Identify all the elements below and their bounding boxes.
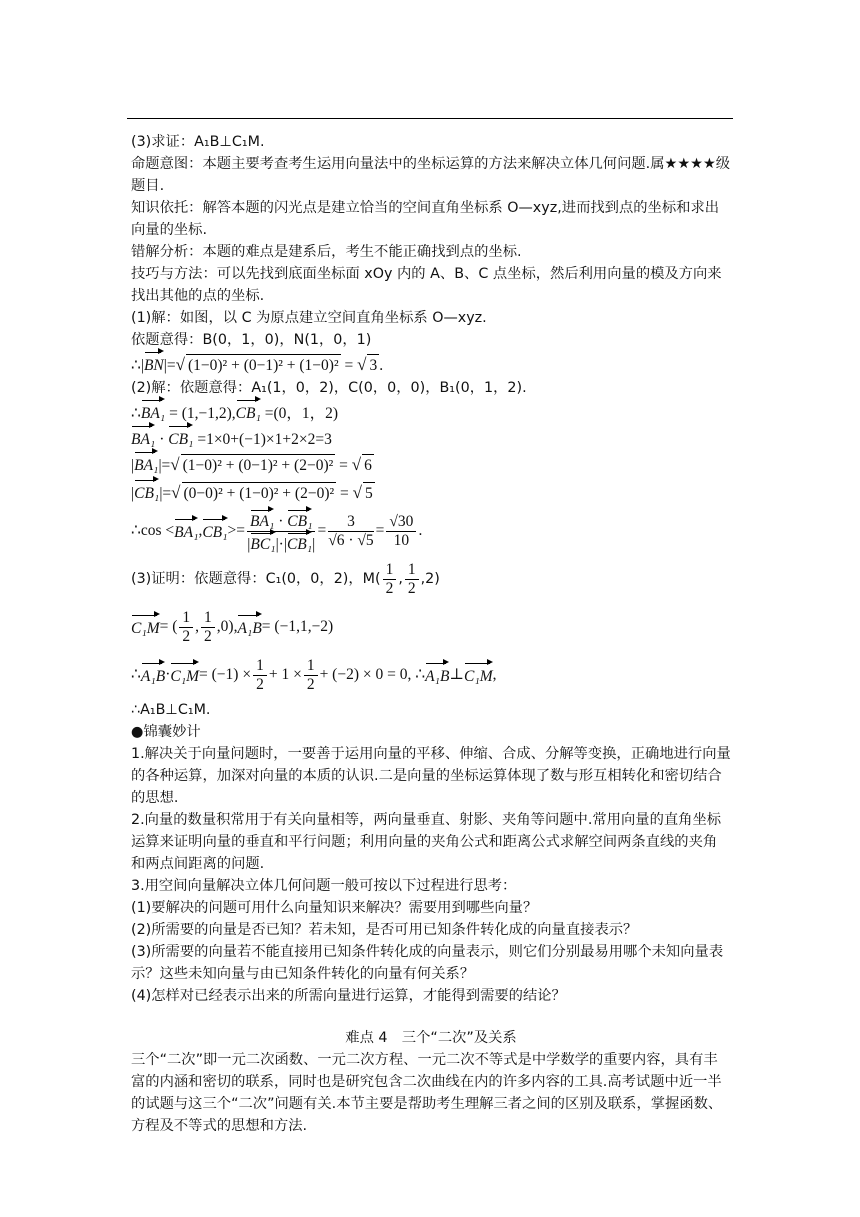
formula-c1m-a1b: C₁M = ( $\frac{1}{2}$ , $\frac{1}{2}$ ,0), A₁B = (−1,1,−2) [131,608,334,645]
vector-bn: BN [144,351,164,377]
chapter-title: 难点 4 三个“二次”及关系 [345,1030,517,1046]
text-paragraph: 命题意图：本题主要考查考生运用向量法中的坐标运算的方法来解决立体几何问题.属★★★★级题目. [131,156,731,194]
text-line: 依题意得：B(0，1，0)，N(1，0，1) [131,332,372,348]
fraction: $\frac{1}{2}$ [179,609,193,646]
text-line: (3)求证：A₁B⊥C₁M. [131,134,265,150]
fraction: $\frac{\text{BA₁ · CB₁}}{\text{|BC₁|·|CB₁|}}$ [247,509,315,554]
header-rule [127,118,733,119]
text-line: 错解分析：本题的难点是建系后，考生不能正确找到点的坐标. [131,244,522,260]
text-paragraph: 1.解决关于向量问题时，一要善于运用向量的平移、伸缩、合成、分解等变换，正确地进行向量的各种运算，加深对向量的本质的认识.二是向量的坐标运算体现了数与形互相转化和密切结合的思想. [131,746,731,806]
document-body [131,131,731,1137]
section-heading: ●锦囊妙计 [131,724,201,740]
fraction: $\frac{1}{2}$ [253,657,267,694]
formula-dot-product: BA₁ · CB₁ =1×0+(−1)×1+2×2=3 [131,425,731,451]
text-paragraph: 2.向量的数量积常用于有关向量相等，两向量垂直、射影、夹角等问题中.常用向量的直角坐标运算来证明向量的垂直和平行问题；利用向量的夹角公式和距离公式求解空间两条直线的夹角和两点间距离的问题. [131,812,722,872]
formula-cosine: ∴cos < BA₁ , CB₁ >= $\frac{\text{BA₁ · CB₁}}{\text{|BC₁|·|CB₁|}}$ = $\frac{3}{√6 \cdot √5}$ = $\frac{√30}{10}$ . [131,507,731,555]
text-line: (1)解：如图，以 C 为原点建立空间直角坐标系 O—xyz. [131,310,487,326]
text-paragraph: 技巧与方法：可以先找到底面坐标面 xOy 内的 A、B、C 点坐标，然后利用向量的模及方向来找出其他的点的坐标. [131,266,722,304]
formula-vectors: ∴BA₁ = (1,−1,2),CB₁ =(0，1，2) [131,399,731,425]
sqrt-sign: √ [175,355,185,374]
text-line: ∴A₁B⊥C₁M. [131,702,211,718]
fraction: $\frac{√30}{10}$ [386,513,416,550]
fraction: $\frac{1}{2}$ [201,609,215,646]
text-line: (4)怎样对已经表示出来的所需向量进行运算，才能得到需要的结论？ [131,988,566,1004]
formula-bn-length: ∴|BN|=√ (1−0)² + (0−1)² + (1−0)² = √ 3 . [131,351,731,377]
text-line: (2)所需要的向量是否已知？若未知，是否可用已知条件转化成的向量直接表示？ [131,922,638,938]
text-line: (1)要解决的问题可用什么向量知识来解决？需要用到哪些向量？ [131,900,538,916]
text-line: 3.用空间向量解决立体几何问题一般可按以下过程进行思考： [131,878,517,894]
text-paragraph: 知识依托：解答本题的闪光点是建立恰当的空间直角坐标系 O—xyz,进而找到点的坐标和求出向量的坐标. [131,200,720,238]
fraction: $\frac{1}{2}$ [304,657,318,694]
text-paragraph: (3)所需要的向量若不能直接用已知条件转化成的向量表示，则它们分别最易用哪个未知向量表示？这些未知向量与由已知条件转化的向量有何关系？ [131,944,724,982]
text-paragraph: 三个“二次”即一元二次函数、一元二次方程、一元二次不等式是中学数学的重要内容，具有丰富的内涵和密切的联系，同时也是研究包含二次曲线在内的许多内容的工具.高考试题中近一半的试题与这三个“二次”问题有关.本节主要是帮助考生理解三者之间的区别及联系，掌握函数、方程及不等式的思想和方法. [131,1052,723,1134]
text-line: (2)解：依题意得：A₁(1，0，2)，C(0，0，0)，B₁(0，1，2). [131,380,527,396]
formula-ba1-length: |BA₁|=√ (1−0)² + (0−1)² + (2−0)² = √ 6 [131,451,731,479]
formula-point-m: (3)证明：依题意得：C₁(0，0，2)，M( $\frac{1}{2}$ , $\frac{1}{2}$ ,2) [131,560,440,597]
fraction: $\frac{1}{2}$ [405,561,419,598]
formula-cb1-length: |CB₁|=√ (0−0)² + (1−0)² + (2−0)² = √ 5 [131,479,731,507]
formula-perpendicular: ∴ A₁B · C₁M = (−1) × $\frac{1}{2}$ + 1 × $\frac{1}{2}$ + (−2) × 0 = 0, ∴ A₁B ⊥ C₁M , [131,656,497,693]
fraction: $\frac{1}{2}$ [383,561,397,598]
fraction: $\frac{3}{√6 \cdot √5}$ [328,512,374,549]
